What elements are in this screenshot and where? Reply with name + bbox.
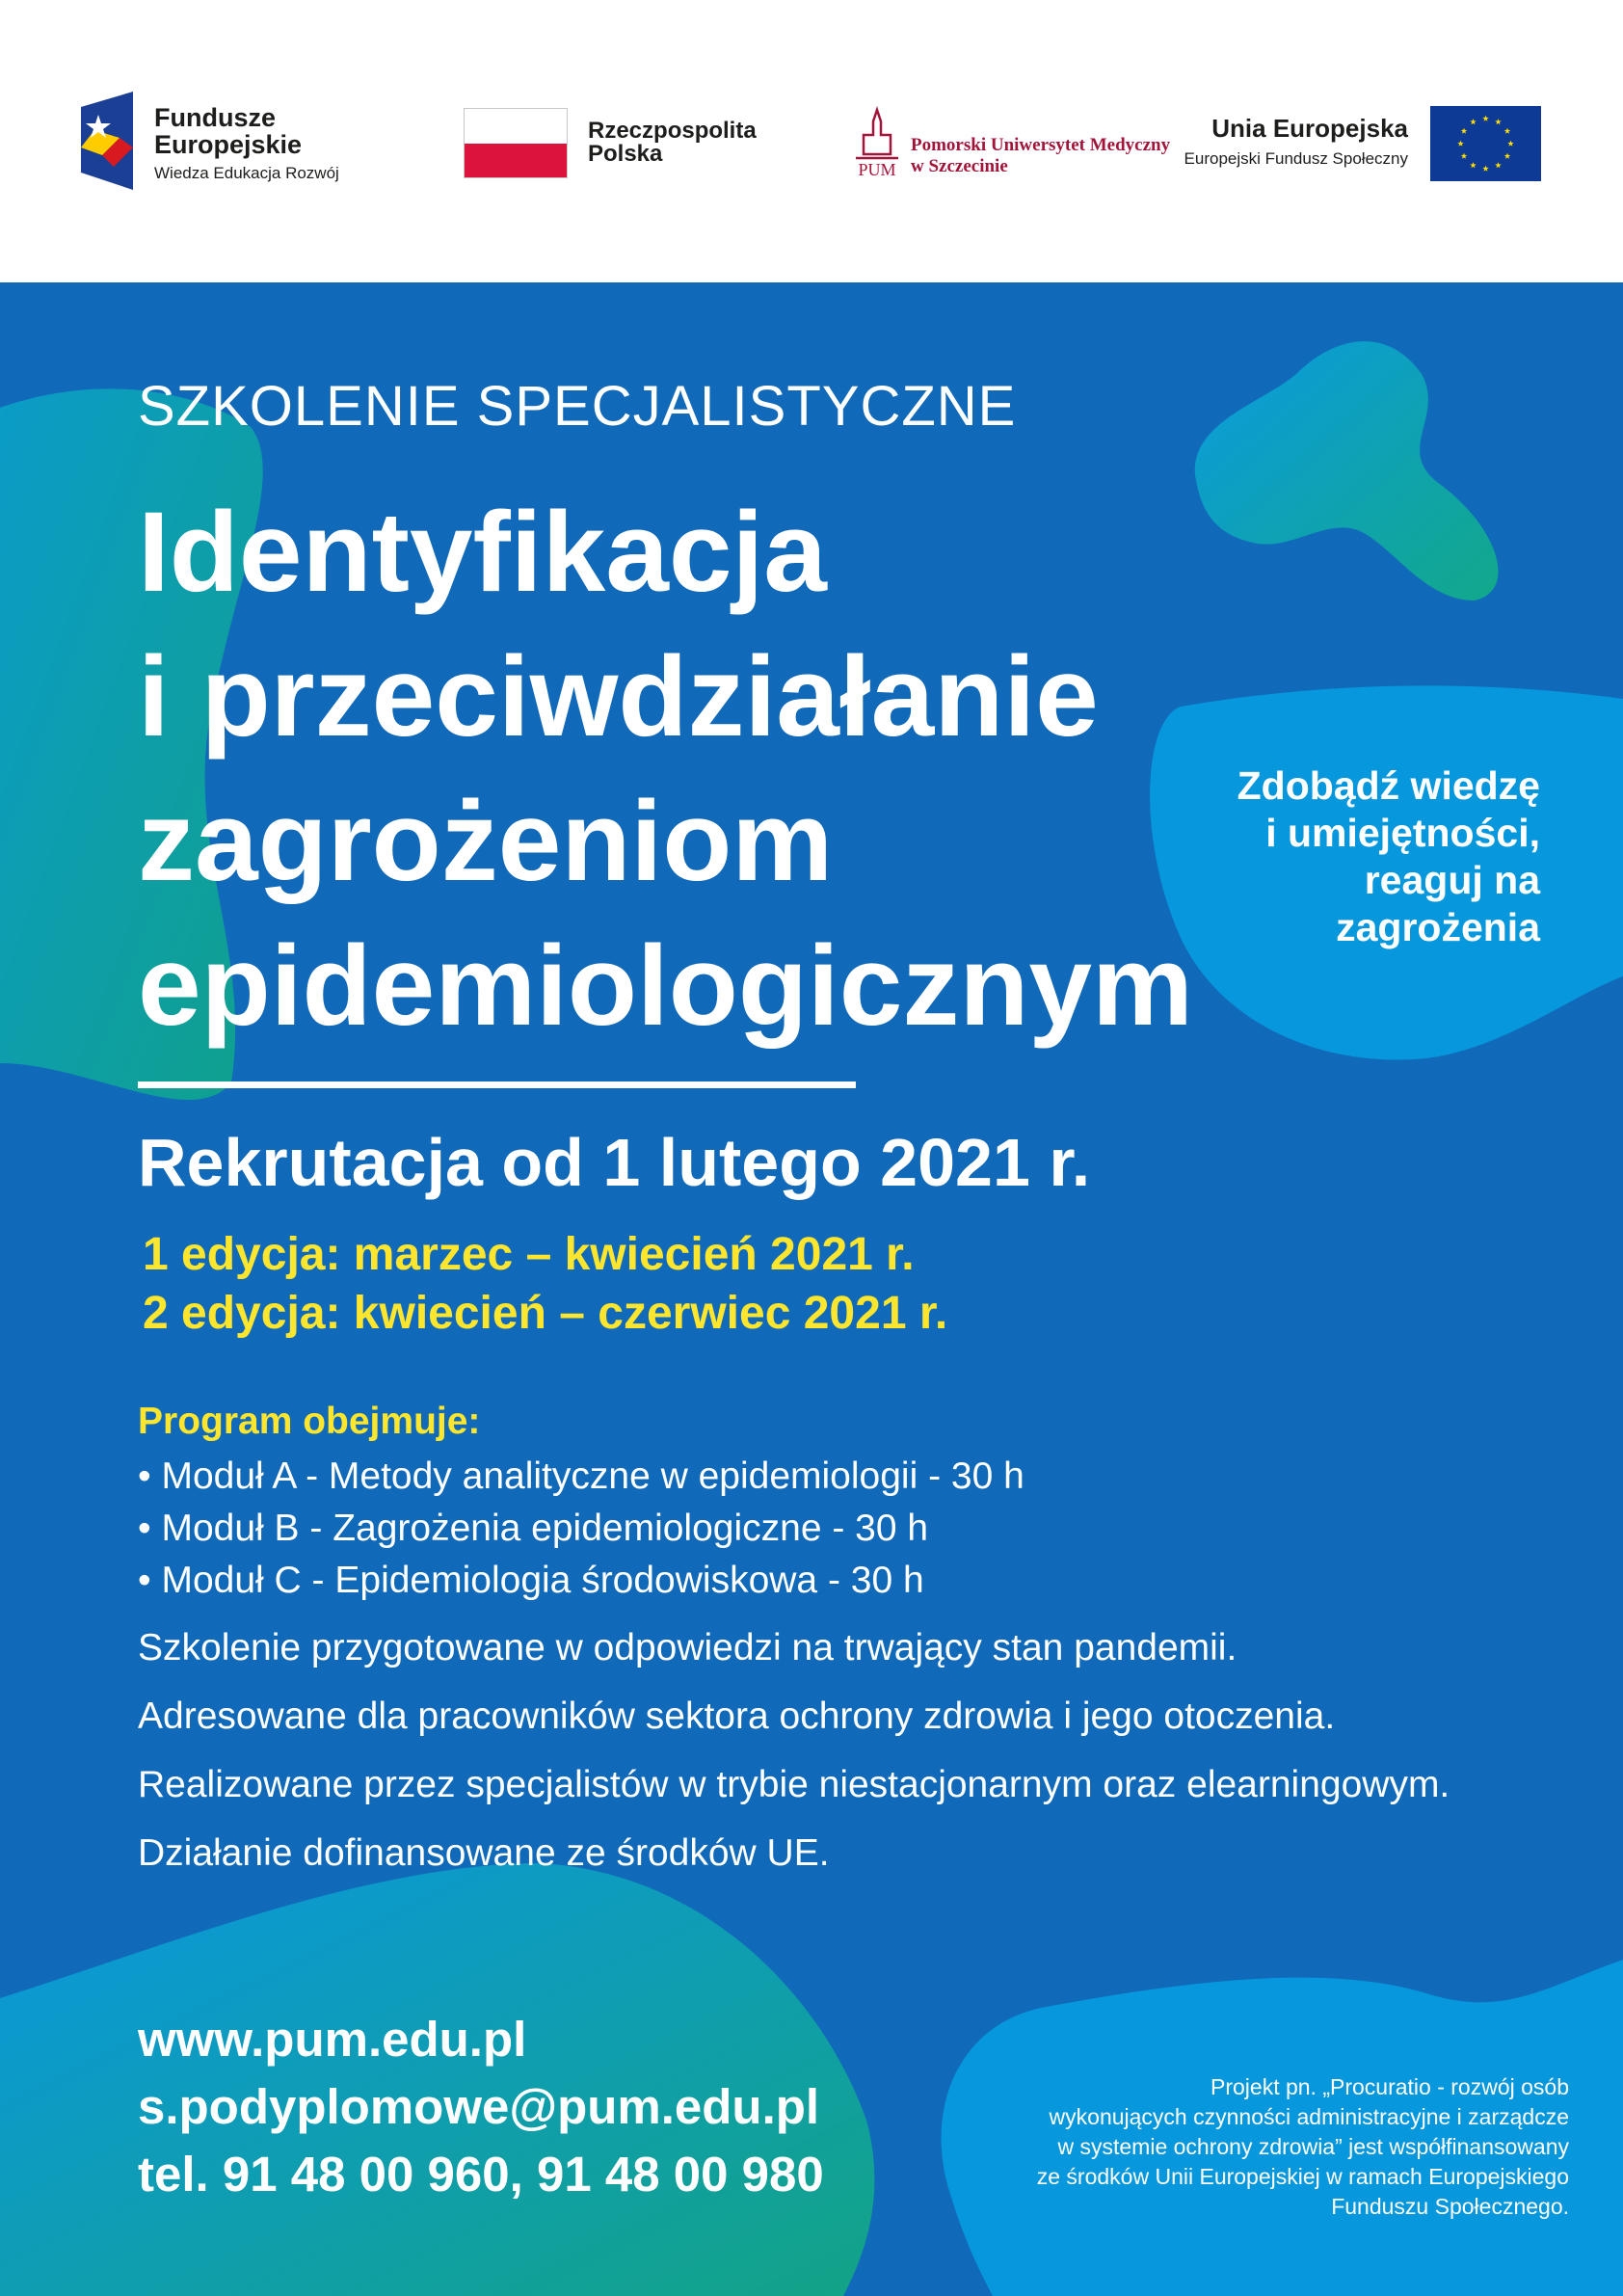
module-item: • Moduł C - Epidemiologia środowiskowa - 30 h: [138, 1560, 924, 1601]
footnote-line: Funduszu Społecznego.: [1331, 2194, 1569, 2219]
fundusze-line3: Wiedza Edukacja Rozwój: [154, 163, 339, 182]
rzeczpospolita-line1: Rzeczpospolita: [588, 118, 757, 144]
description-paragraph: Realizowane przez specjalistów w trybie niestacjonarnym oraz elearningowym.: [138, 1764, 1450, 1805]
unia-line1: Unia Europejska: [1211, 114, 1408, 143]
logo-bar: [0, 0, 1623, 282]
pum-line2: w Szczecinie: [911, 155, 1008, 176]
pum-crest-icon: [848, 106, 906, 181]
description-paragraph: Adresowane dla pracowników sektora ochrony zdrowia i jego otoczenia.: [138, 1695, 1336, 1737]
tagline: [1155, 762, 1540, 951]
tagline-line-2: i umiejętności,: [1265, 811, 1540, 855]
eu-flag-icon: [1430, 106, 1541, 181]
pum-line1: Pomorski Uniwersytet Medyczny: [911, 135, 1171, 155]
program-heading: Program obejmuje:: [138, 1401, 481, 1442]
poster-title: [138, 480, 1193, 1058]
polish-flag-icon: [464, 108, 568, 178]
pum-mark: PUM: [858, 160, 896, 179]
edition-1: 1 edycja: marzec – kwiecień 2021 r.: [143, 1229, 915, 1280]
editions-list: [143, 1225, 947, 1343]
footnote-line: w systemie ochrony zdrowia” jest współfinansowany: [1057, 2134, 1569, 2159]
rzeczpospolita-line2: Polska: [588, 141, 663, 167]
website-link[interactable]: www.pum.edu.pl: [138, 2012, 527, 2067]
footnote-line: Projekt pn. „Procuratio - rozwój osób: [1211, 2074, 1569, 2099]
unia-europejska-text: [1184, 114, 1408, 169]
recruitment-date: Rekrutacja od 1 lutego 2021 r.: [138, 1125, 1091, 1200]
description-paragraph: Działanie dofinansowane ze środków UE.: [138, 1832, 830, 1874]
title-line-3: zagrożeniom: [138, 778, 834, 905]
module-item: • Moduł A - Metody analityczne w epidemiologii - 30 h: [138, 1455, 1024, 1497]
tagline-line-1: Zdobądź wiedzę: [1237, 763, 1540, 808]
fundusze-europejskie-logo: [81, 92, 133, 190]
module-item: • Moduł B - Zagrożenia epidemiologiczne - 30 h: [138, 1508, 929, 1549]
project-footnote: [952, 2072, 1569, 2222]
title-line-2: i przeciwdziałanie: [138, 633, 1099, 761]
description-paragraphs: [138, 1622, 1450, 1896]
tagline-line-3: reaguj na: [1364, 858, 1540, 902]
modules-list: [138, 1451, 1024, 1607]
fundusze-europejskie-text: [154, 104, 339, 182]
course-type-label: SZKOLENIE SPECJALISTYCZNE: [138, 375, 1017, 438]
fundusze-line2: Europejskie: [154, 130, 303, 160]
footnote-line: ze środków Unii Europejskiej w ramach Europejskiego: [1036, 2164, 1569, 2189]
title-line-4: epidemiologicznym: [138, 922, 1193, 1050]
footnote-line: wykonujących czynności administracyjne i zarządcze: [1049, 2104, 1569, 2129]
title-line-1: Identyfikacja: [138, 489, 827, 616]
top-right-blob: [1195, 341, 1499, 601]
tagline-line-4: zagrożenia: [1336, 905, 1540, 949]
email-link[interactable]: s.podyplomowe@pum.edu.pl: [138, 2079, 820, 2134]
contact-info: [138, 2006, 824, 2208]
fundusze-line1: Fundusze: [154, 103, 276, 132]
description-paragraph: Szkolenie przygotowane w odpowiedzi na trwający stan pandemii.: [138, 1627, 1237, 1669]
rzeczpospolita-text: [588, 120, 757, 166]
poster-body: [0, 282, 1623, 2296]
pum-text: [911, 135, 1170, 177]
phone-numbers: tel. 91 48 00 960, 91 48 00 980: [138, 2147, 824, 2202]
unia-line2: Europejski Fundusz Społeczny: [1184, 149, 1408, 168]
title-divider: [138, 1081, 856, 1088]
edition-2: 2 edycja: kwiecień – czerwiec 2021 r.: [143, 1288, 948, 1339]
